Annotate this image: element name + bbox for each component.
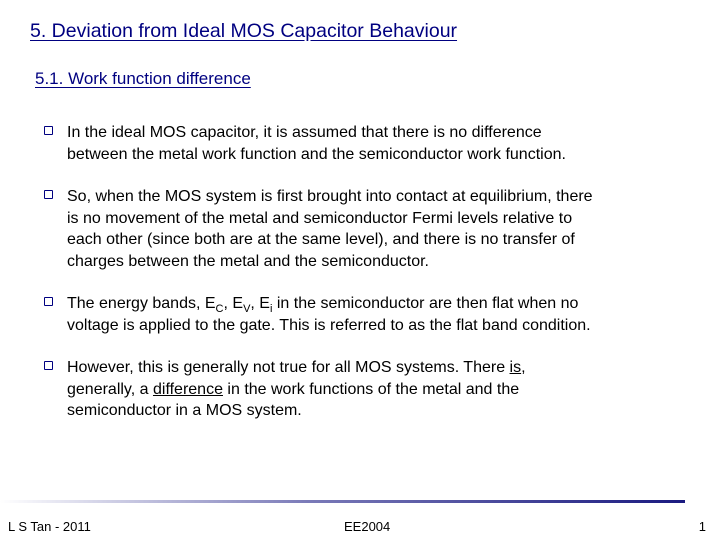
bullet-list	[44, 122, 684, 422]
checkbox-bullet-icon	[44, 361, 53, 370]
text-segment: in the semiconductor are then flat when no	[272, 295, 579, 312]
underlined-word: is	[509, 359, 522, 376]
bullet-item	[44, 122, 684, 165]
underlined-word: difference	[152, 380, 223, 398]
checkbox-bullet-icon	[44, 190, 53, 199]
bullet-line: In the ideal MOS capacitor, it is assumed that there is no difference	[67, 124, 542, 141]
bullet-line	[67, 293, 684, 315]
bullet-line	[67, 357, 684, 379]
text-segment: , E	[223, 295, 244, 312]
subscript-c: C	[215, 303, 224, 316]
text-segment: ,	[521, 359, 526, 376]
text-segment: , E	[250, 295, 270, 312]
bullet-line: is no movement of the metal and semiconductor Fermi levels relative to	[67, 209, 573, 227]
footer-author: L S Tan - 2011	[8, 519, 91, 534]
subscript-v: V	[243, 303, 251, 316]
bullet-line: voltage is applied to the gate. This is referred to as the flat band condition.	[67, 316, 591, 334]
checkbox-bullet-icon	[44, 126, 53, 135]
bullet-line: So, when the MOS system is first brought into contact at equilibrium, there	[67, 188, 593, 205]
footer-divider	[0, 500, 685, 503]
bullet-line: semiconductor in a MOS system.	[67, 402, 302, 419]
bullet-line: between the metal work function and the semiconductor work function.	[67, 145, 566, 163]
bullet-line: each other (since both are at the same level), and there is no transfer of	[67, 231, 575, 248]
bullet-line	[67, 379, 684, 401]
text-segment: in the work functions of the metal and the	[222, 380, 520, 398]
text-segment: However, this is generally not true for all MOS systems. There	[67, 359, 510, 376]
footer-course-code: EE2004	[344, 519, 391, 534]
bullet-item	[44, 293, 684, 336]
text-segment: The energy bands, E	[67, 295, 216, 312]
section-heading: 5.1. Work function difference	[35, 69, 251, 88]
subscript-i: i	[269, 303, 273, 316]
text-segment: generally, a	[67, 380, 153, 398]
checkbox-bullet-icon	[44, 297, 53, 306]
bullet-item	[44, 186, 684, 272]
bullet-item	[44, 357, 684, 422]
slide-title: 5. Deviation from Ideal MOS Capacitor Behaviour	[30, 20, 458, 42]
bullet-line: charges between the metal and the semiconductor.	[67, 252, 429, 270]
page-number: 1	[698, 519, 706, 534]
